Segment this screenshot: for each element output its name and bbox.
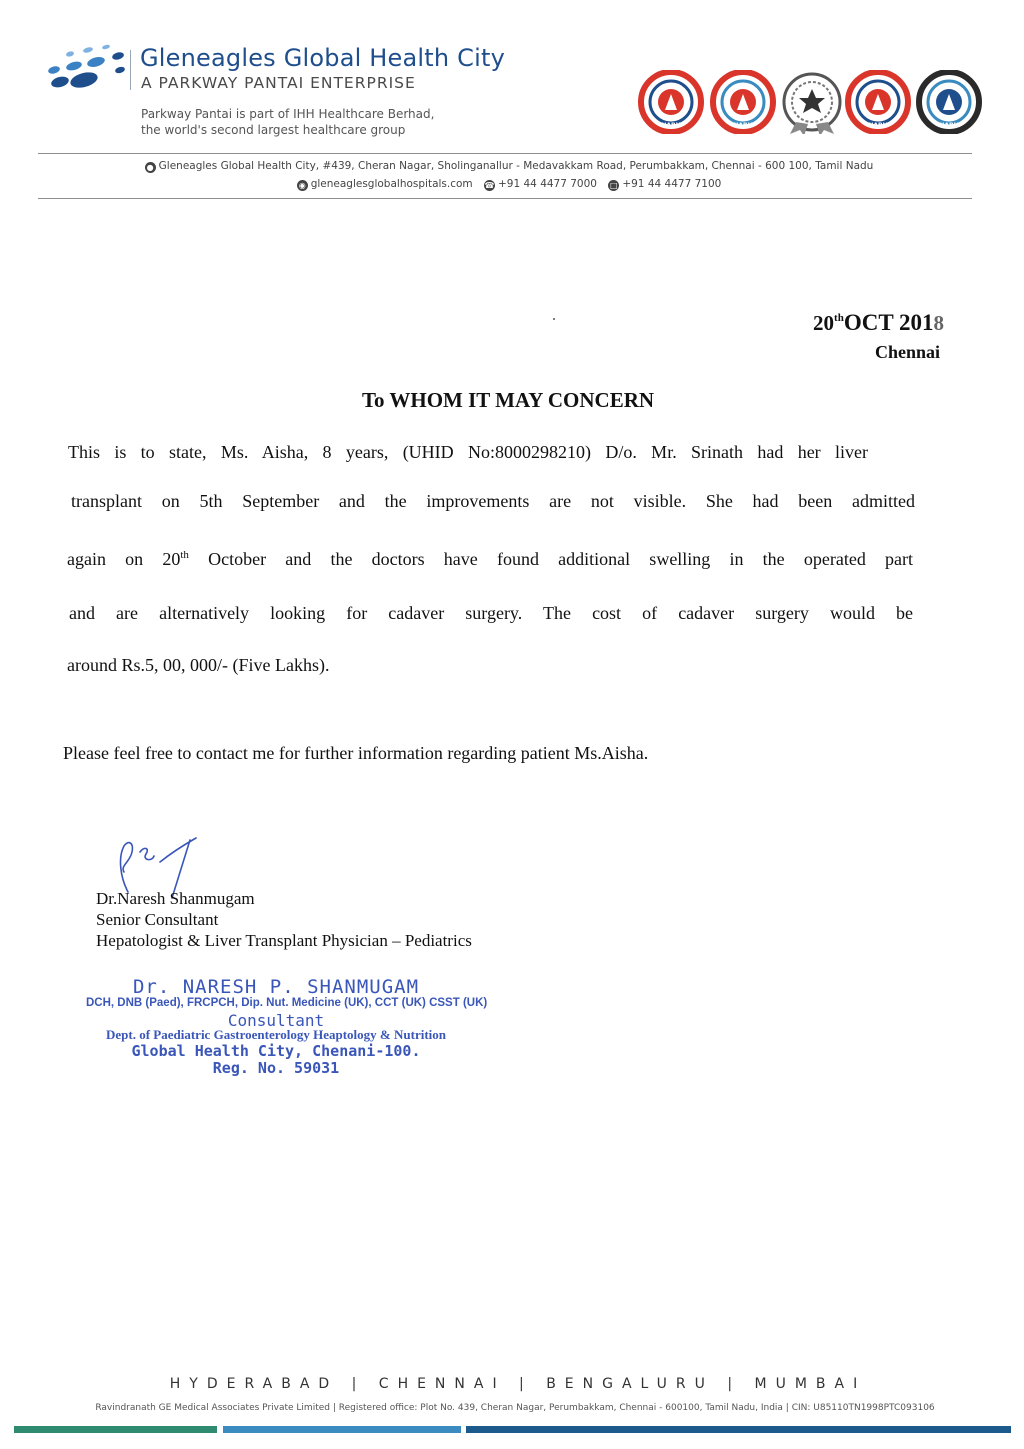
- location-pin-icon: ●: [145, 162, 156, 173]
- hospital-logo-icon: [40, 42, 130, 94]
- globe-icon: ◉: [297, 180, 308, 191]
- signatory-name: Dr.Naresh Shanmugam: [96, 889, 255, 908]
- seal-label: NABH: [733, 122, 753, 129]
- stray-mark: [553, 318, 555, 320]
- letter-city: Chennai: [874, 342, 940, 362]
- nabh-seal-icon: [713, 72, 773, 132]
- address-line: [0, 160, 1010, 173]
- body-line: This is to state, Ms. Aisha, 8 years, (UHID No:8000298210) D/o. Mr. Srinath had her liver: [68, 442, 868, 462]
- date-day: 20: [813, 311, 835, 335]
- accreditation-seals: [638, 70, 983, 134]
- body-line: transplant on 5th September and the improvements are not visible. She had been admitted: [71, 491, 915, 511]
- body-line: around Rs.5, 00, 000/- (Five Lakhs).: [67, 655, 330, 675]
- footer-legal: Ravindranath GE Medical Associates Private Limited | Registered office: Plot No. 439, Cheran Nagar, Perumbakkam, Chennai - 600100, Tamil Nadu, India | CIN: U85110TN1998PTC093106: [95, 1403, 935, 1413]
- ordinal-suffix: th: [180, 549, 189, 561]
- seal-label: NABH: [868, 122, 888, 129]
- contact-line: [0, 178, 1010, 191]
- body-line: and are alternatively looking for cadaver surgery. The cost of cadaver surgery would be: [69, 603, 913, 623]
- footer-cities: HYDERABAD | CHENNAI | BENGALURU | MUMBAI: [169, 1376, 867, 1392]
- letter-title: To WHOM IT MAY CONCERN: [361, 388, 655, 412]
- signatory-role: Senior Consultant: [96, 910, 219, 929]
- parent-note-line: Parkway Pantai is part of IHH Healthcare Berhad,: [141, 107, 435, 121]
- body-text: again on 20: [67, 549, 181, 569]
- seal-label: NABH: [939, 122, 959, 129]
- nabh-seal-icon: [919, 72, 979, 132]
- body-line: [67, 549, 913, 570]
- stamp-name: Dr. NARESH P. SHANMUGAM: [132, 976, 420, 998]
- body-text: October and the doctors have found additional swelling in the operated part: [188, 549, 913, 569]
- date-month-year: OCT 201: [843, 310, 934, 335]
- fax-icon: □: [610, 181, 618, 190]
- stamp-registration: Reg. No. 59031: [212, 1059, 340, 1077]
- stamp-place: Global Health City, Chenani-100.: [131, 1042, 421, 1060]
- footer-band-green: [14, 1426, 217, 1433]
- letter-date: [813, 310, 944, 336]
- date-day-suffix: th: [834, 312, 844, 324]
- nabh-seal-icon: [641, 72, 701, 132]
- header-rule-top: [38, 153, 972, 154]
- parent-company-note: [141, 106, 434, 138]
- address-text: Gleneagles Global Health City, #439, Cheran Nagar, Sholinganallur - Medavakkam Road, Perumbakkam, Chennai - 600 100, Tamil Nadu: [158, 160, 874, 172]
- parent-note-line: the world's second largest healthcare group: [141, 123, 406, 137]
- stamp-qualifications: DCH, DNB (Paed), FRCPCH, Dip. Nut. Medicine (UK), CCT (UK) CSST (UK): [86, 997, 488, 1009]
- brand-name: Gleneagles Global Health City: [140, 44, 505, 72]
- phone-icon: ☎: [484, 181, 495, 190]
- brand-tagline: A PARKWAY PANTAI ENTERPRISE: [141, 74, 416, 92]
- header-rule-bottom: [38, 198, 972, 199]
- stamp-department: Dept. of Paediatric Gastroenterology Heaptology & Nutrition: [106, 1027, 446, 1042]
- brand-divider: [130, 50, 131, 90]
- nabh-seal-icon: [848, 72, 908, 132]
- website-link[interactable]: gleneaglesglobalhospitals.com: [310, 178, 473, 190]
- closing-line: Please feel free to contact me for further information regarding patient Ms.Aisha.: [63, 743, 649, 763]
- footer-band-blue: [223, 1426, 461, 1433]
- signatory-department: Hepatologist & Liver Transplant Physician – Pediatrics: [96, 931, 472, 950]
- footer-band-navy: [466, 1426, 1011, 1433]
- phone-number: +91 44 4477 7000: [498, 178, 597, 190]
- stamp-role: Consultant: [227, 1011, 325, 1030]
- fax-number: +91 44 4477 7100: [622, 178, 722, 190]
- date-year-last-digit: 8: [933, 311, 944, 335]
- accreditation-emblem-icon: [784, 74, 840, 134]
- seal-label: NABH: [661, 122, 681, 129]
